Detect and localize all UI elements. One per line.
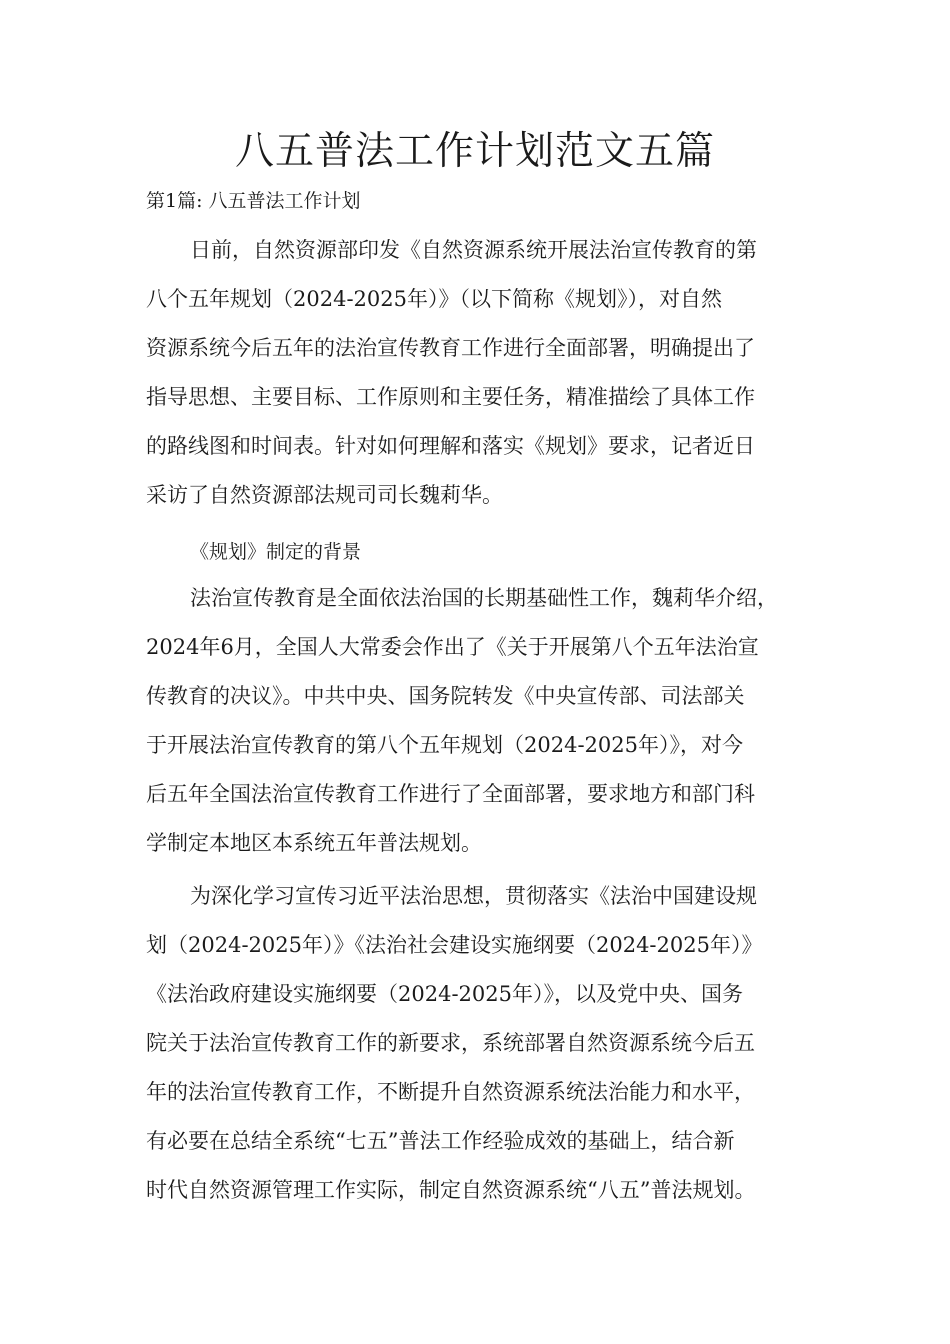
paragraph-line: 八个五年规划（2024-2025年）》（以下简称《规划》），对自然 [146,287,722,311]
paragraph-line: 院关于法治宣传教育工作的新要求，系统部署自然资源系统今后五 [146,1031,755,1055]
paragraph-purpose [146,872,816,1215]
document-title: 八五普法工作计划范文五篇 [234,129,715,174]
paragraph-line: 资源系统今后五年的法治宣传教育工作进行全面部署，明确提出了 [146,336,755,360]
paragraph-line: 年的法治宣传教育工作，不断提升自然资源系统法治能力和水平， [146,1080,755,1104]
section-label: 第1篇: 八五普法工作计划 [146,190,361,212]
paragraph-line: 指导思想、主要目标、工作原则和主要任务，精准描绘了具体工作 [146,385,755,409]
paragraph-line: 后五年全国法治宣传教育工作进行了全面部署，要求地方和部门科 [146,782,755,806]
paragraph-line: 《法治政府建设实施纲要（2024-2025年）》，以及党中央、国务 [146,982,743,1006]
paragraph-line: 学制定本地区本系统五年普法规划。 [146,831,482,855]
paragraph-line: 传教育的决议》。中共中央、国务院转发《中央宣传部、司法部关 [146,684,745,708]
paragraph-line: 的路线图和时间表。针对如何理解和落实《规划》要求，记者近日 [146,434,755,458]
paragraph-line: 法治宣传教育是全面依法治国的长期基础性工作，魏莉华介绍， [190,586,778,610]
paragraph-line: 有必要在总结全系统“七五”普法工作经验成效的基础上，结合新 [146,1129,735,1153]
paragraph-line: 时代自然资源管理工作实际，制定自然资源系统“八五”普法规划。 [146,1178,756,1202]
subheading: 《规划》制定的背景 [190,541,362,563]
paragraph-intro [146,226,816,520]
paragraph-line: 为深化学习宣传习近平法治思想，贯彻落实《法治中国建设规 [190,884,757,908]
paragraph-line: 2024年6月，全国人大常委会作出了《关于开展第八个五年法治宣 [146,635,759,659]
paragraph-background [146,574,816,868]
paragraph-line: 采访了自然资源部法规司司长魏莉华。 [146,483,503,507]
paragraph-line: 划（2024-2025年）》《法治社会建设实施纲要（2024-2025年）》 [146,933,763,957]
paragraph-line: 于开展法治宣传教育的第八个五年规划（2024-2025年）》，对今 [146,733,743,757]
paragraph-line: 日前，自然资源部印发《自然资源系统开展法治宣传教育的第 [190,238,757,262]
